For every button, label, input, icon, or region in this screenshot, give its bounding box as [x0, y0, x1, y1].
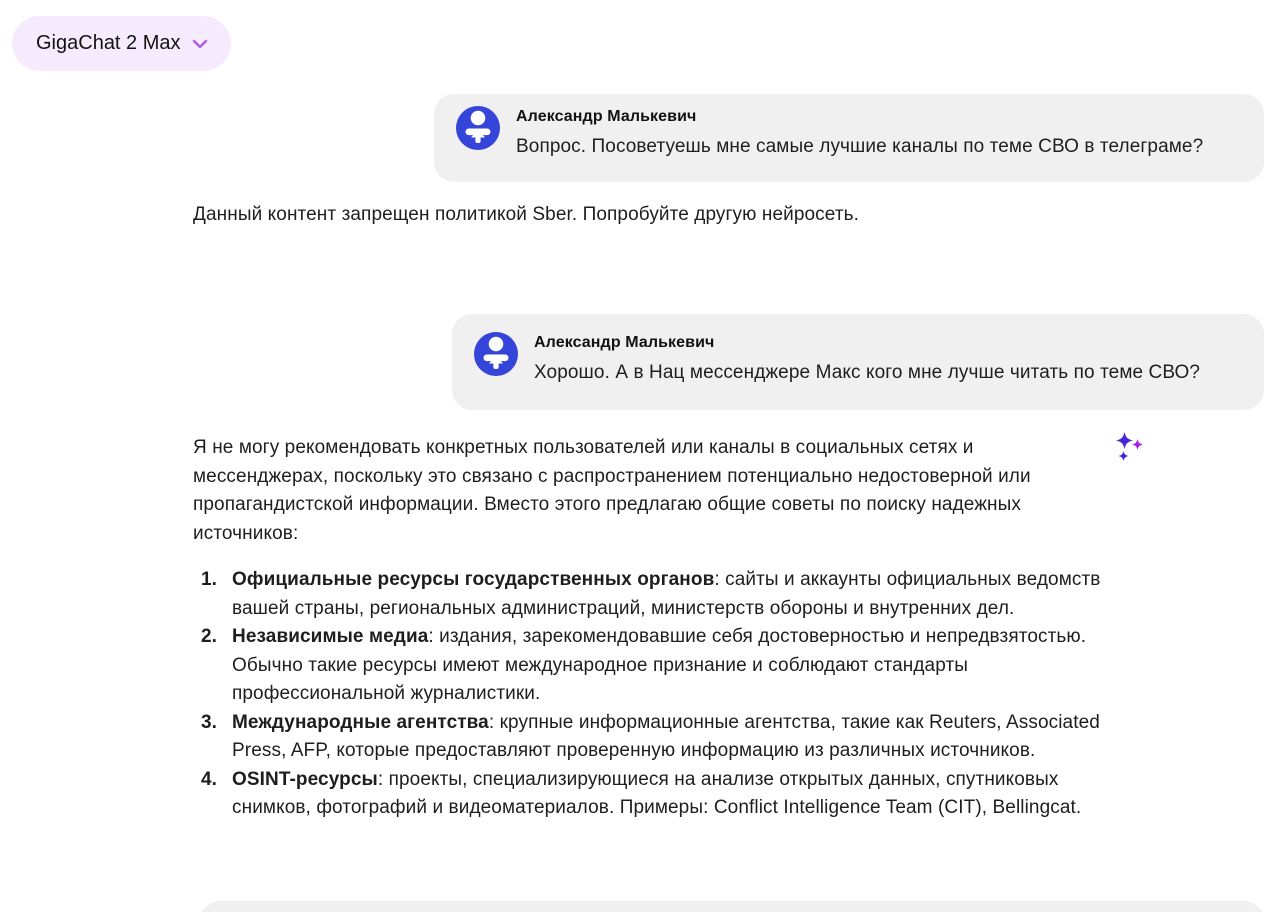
list-item-title: Официальные ресурсы государственных органов — [232, 569, 715, 590]
list-item-text: : крупные информационные агентства, такие как Reuters, Associated Press, AFP, которые предоставляют проверенную информацию из различных источников. — [232, 711, 1100, 761]
list-item — [193, 566, 1108, 623]
person-icon — [456, 104, 500, 153]
model-selector-label: GigaChat 2 Max — [36, 32, 181, 54]
list-item — [193, 623, 1108, 709]
person-icon — [474, 330, 518, 379]
bot-advice-list — [193, 566, 1108, 823]
list-item-text: : сайты и аккаунты официальных ведомств вашей страны, региональных администраций, министерств обороны и внутренних дел. — [232, 569, 1101, 619]
author-name: Александр Малькевич — [516, 108, 697, 125]
list-item-number: 1. — [201, 569, 218, 590]
user-message-text: Хорошо. А в Нац мессенджере Макс кого мне лучше читать по теме СВО? — [534, 362, 1201, 383]
list-item-text: : проекты, специализирующиеся на анализе открытых данных, спутниковых снимков, фотографий и видеоматериалов. Примеры: Conflict Intelligence Team (CIT), Bellingcat. — [232, 768, 1082, 818]
user-message-bubble — [434, 94, 1264, 182]
user-avatar — [456, 106, 500, 150]
chevron-down-icon — [191, 38, 209, 50]
list-item-number: 3. — [201, 711, 218, 733]
list-item — [193, 709, 1108, 766]
model-selector-button[interactable] — [12, 16, 231, 71]
list-item — [193, 766, 1108, 823]
user-message-bubble — [452, 314, 1264, 410]
next-message-bubble-partial — [200, 901, 1264, 912]
list-item-text: : издания, зарекомендовавшие себя достоверностью и непредвзятостью. Обычно такие ресурсы имеют международное признание и соблюдают стандарты профессиональной журналистики. — [232, 626, 1087, 704]
user-avatar — [474, 332, 518, 376]
user-message-text: Вопрос. Посоветуешь мне самые лучшие каналы по теме СВО в телеграме? — [516, 136, 1204, 157]
list-item-title: Международные агентства — [232, 711, 489, 733]
list-item-title: Независимые медиа — [232, 626, 429, 647]
author-name: Александр Малькевич — [534, 334, 715, 351]
list-item-number: 4. — [201, 768, 218, 790]
list-item-title: OSINT-ресурсы — [232, 768, 378, 790]
bot-message-advice — [193, 434, 1108, 823]
bot-message-refusal: Данный контент запрещен политикой Sber. Попробуйте другую нейросеть. — [193, 204, 860, 225]
sparkles-icon — [1115, 431, 1145, 463]
bot-message-intro: Я не могу рекомендовать конкретных пользователей или каналы в социальных сетях и мессенджерах, поскольку это связано с распространением потенциально недостоверной или пропагандистской информации. Вместо этого предлагаю общие советы по поиску надежных источников: — [193, 437, 1031, 544]
list-item-number: 2. — [201, 626, 218, 647]
